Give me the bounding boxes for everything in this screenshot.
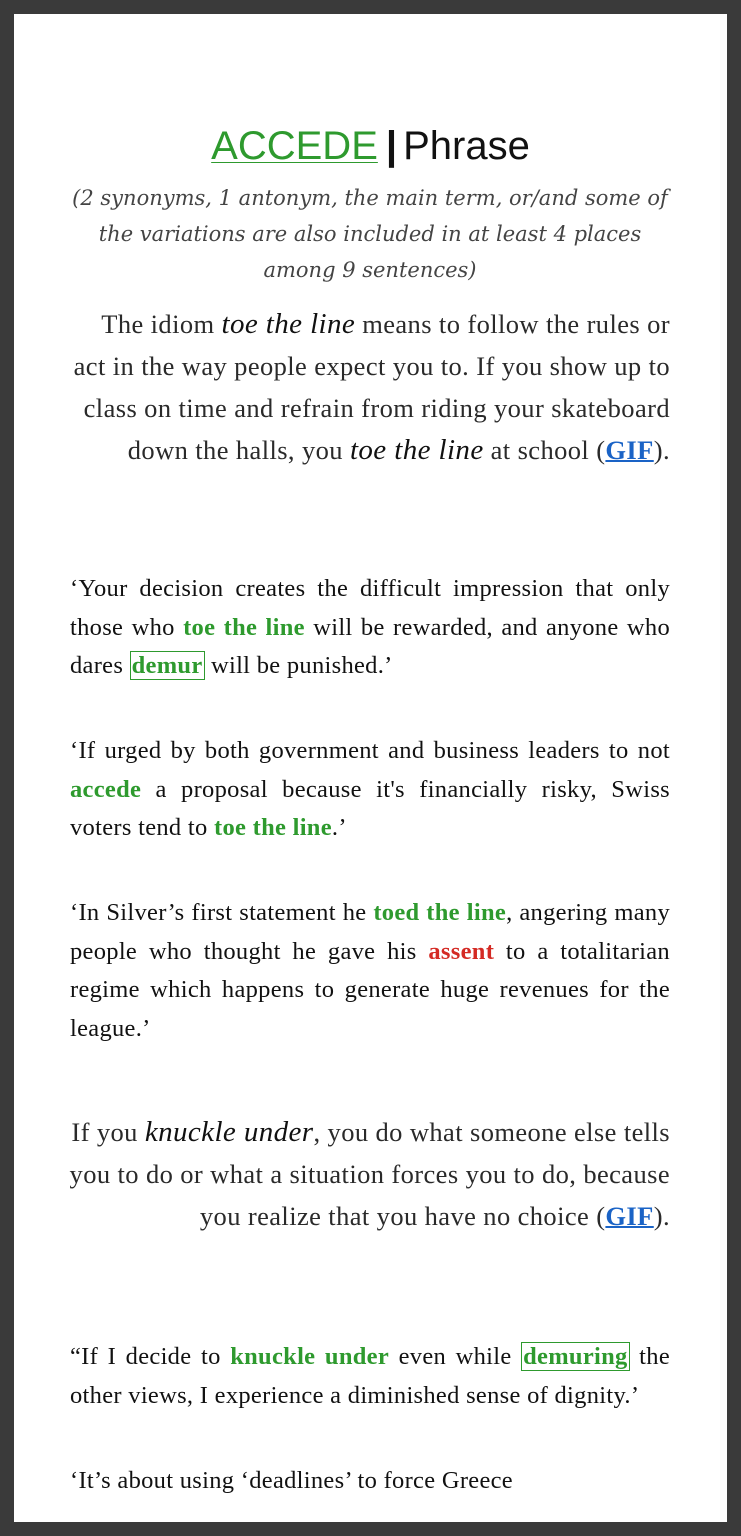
title-separator: | [385,124,398,168]
gif-link[interactable]: GIF [605,435,654,465]
definition-toe-the-line: The idiom toe the line means to follow the rules or act in the way people expect you to. If you show up to class on time and refrain from riding your skateboard down the halls, you toe the line at school (GIF). [73,308,670,466]
gif-link[interactable]: GIF [605,1201,654,1231]
main-term: ACCEDE [211,124,378,168]
variation-highlight: demur [131,652,203,679]
synonym-highlight: toed the line [373,899,507,926]
variation-highlight: demuring [523,1343,628,1370]
definition-knuckle-under: If you knuckle under, you do what someone else tells you to do or what a situation forces you to do, because you realize that you have no choice (GIF). [69,1116,670,1231]
idiom-term: toe the line [221,308,356,340]
antonym-highlight: assent [428,937,495,965]
synonym-highlight: knuckle under [230,1343,390,1370]
idiom-term: toe the line [349,434,484,466]
idiom-term: knuckle under [144,1116,314,1148]
example-sentence: ‘If urged by both government and business leaders to not accede a proposal because it's financially risky, Swiss voters tend to toe the line.’ [70,737,670,841]
term-category: Phrase [403,124,530,168]
card [14,14,727,1522]
inclusion-note: (2 synonyms, 1 antonym, the main term, or/and some of the variations are also included in at least 4 places among 9 sentences) [72,186,668,282]
example-sentence: ‘It’s about using ‘deadlines’ to force Greece [70,1467,513,1494]
example-sentence: “If I decide to knuckle under even while demuring the other views, I experience a diminished sense of dignity.’ [70,1343,671,1409]
synonym-highlight: toe the line [183,613,305,641]
example-sentence: ‘Your decision creates the difficult impression that only those who toe the line will be rewarded, and anyone who dares demur will be punished.’ [70,575,670,679]
synonym-highlight: toe the line [214,814,332,841]
example-sentence: ‘In Silver’s first statement he toed the line, angering many people who thought he gave his assent to a totalitarian regime which happens to generate huge revenues for the league.’ [70,899,670,1042]
main-term-highlight: accede [70,775,142,803]
page-title [14,118,727,174]
